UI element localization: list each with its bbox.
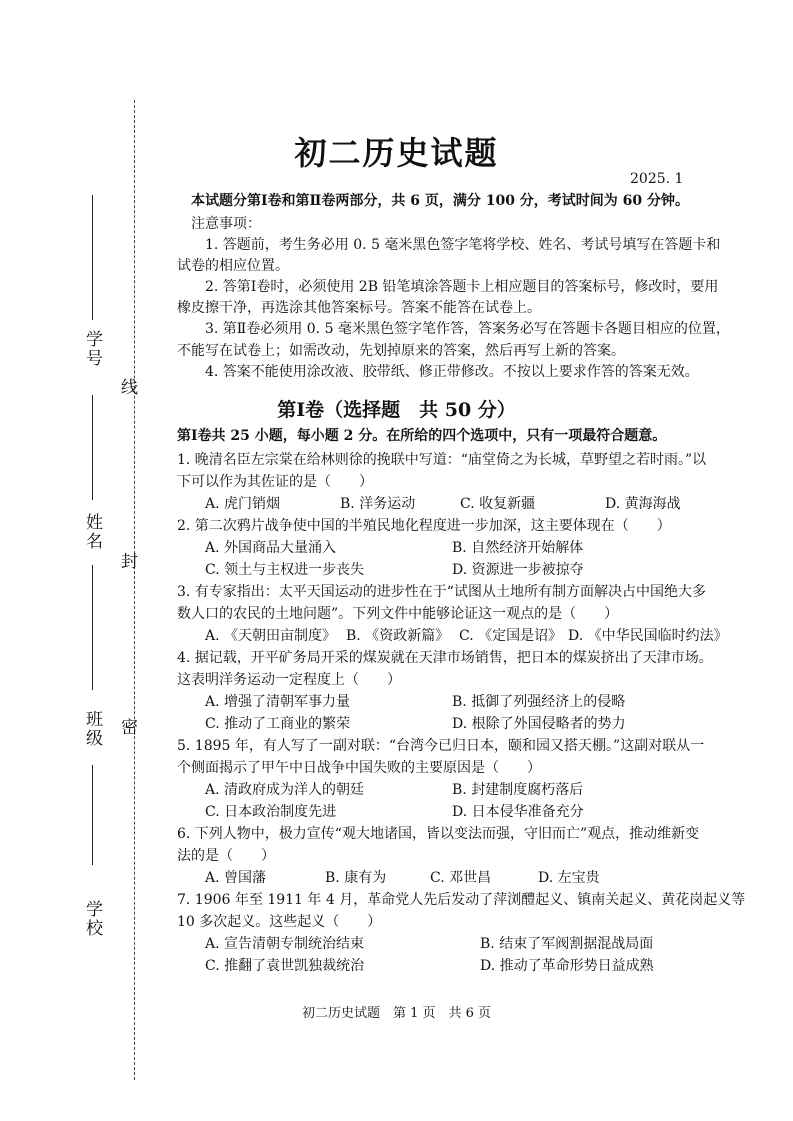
seal-word-secret: 密 bbox=[117, 718, 137, 737]
option-c: C. 收复新疆 bbox=[460, 496, 536, 512]
note-line: 试卷的相应位置。 bbox=[177, 258, 289, 274]
question-stem: 4. 据记载，开平矿务局开采的煤炭就在天津市场销售，把日本的煤炭挤出了天津市场。 bbox=[177, 650, 713, 666]
name-field[interactable] bbox=[92, 565, 93, 690]
option-a: A. 宣告清朝专制统治结束 bbox=[205, 936, 365, 952]
page-footer: 初二历史试题 第 1 页 共 6 页 bbox=[301, 1006, 492, 1021]
exam-title: 初二历史试题 bbox=[294, 134, 499, 172]
option-a: A. 增强了清朝军事力量 bbox=[205, 694, 351, 710]
option-b: B. 康有为 bbox=[325, 870, 387, 886]
school-label: 学校 bbox=[82, 900, 102, 938]
question-stem: 个侧面揭示了甲午中日战争中国失败的主要原因是（ ） bbox=[177, 760, 541, 776]
option-d: D. 根除了外国侵略者的势力 bbox=[452, 716, 626, 732]
student-number-label: 学号 bbox=[82, 330, 102, 368]
option-b: B. 自然经济开始解体 bbox=[452, 540, 584, 556]
question-stem: 5. 1895 年，有人写了一副对联：“台湾今已归日本，颐和园又搭天棚。”这副对联从一 bbox=[177, 738, 705, 754]
option-d: D. 日本侵华准备充分 bbox=[452, 804, 584, 820]
option-d: D. 推动了革命形势日益成熟 bbox=[480, 958, 654, 974]
class-field[interactable] bbox=[92, 765, 93, 865]
option-b: B. 抵御了列强经济上的侵略 bbox=[452, 694, 626, 710]
note-line: 橡皮擦干净，再选涂其他答案标号。答案不能答在试卷上。 bbox=[177, 300, 541, 316]
seal-word-line: 线 bbox=[117, 378, 137, 397]
option-b: B. 结束了军阀割据混战局面 bbox=[480, 936, 654, 952]
option-c: C. 领土与主权进一步丧失 bbox=[205, 562, 365, 578]
option-a: A. 虎门销烟 bbox=[205, 496, 281, 512]
question-stem: 数人口的农民的土地问题”。下列文件中能够论证这一观点的是（ ） bbox=[177, 606, 619, 622]
option-c: C. 《定国是诏》 bbox=[459, 628, 563, 644]
question-stem: 7. 1906 年至 1911 年 4 月，革命党人先后发动了萍浏醴起义、镇南关起义、黄花岗起义等 bbox=[177, 892, 746, 908]
option-c: C. 推动了工商业的繁荣 bbox=[205, 716, 351, 732]
seal-line bbox=[134, 100, 135, 1080]
question-stem: 1. 晚清名臣左宗棠在给林则徐的挽联中写道：“庙堂倚之为长城，草野望之若时雨。”以 bbox=[177, 452, 707, 468]
option-c: C. 推翻了袁世凯独裁统治 bbox=[205, 958, 365, 974]
option-d: D. 左宝贵 bbox=[538, 870, 600, 886]
exam-date: 2025. 1 bbox=[630, 171, 684, 187]
note-line: 不能写在试卷上；如需改动，先划掉原来的答案，然后再写上新的答案。 bbox=[177, 343, 625, 359]
section-instruction: 第Ⅰ卷共 25 小题，每小题 2 分。在所给的四个选项中，只有一项最符合题意。 bbox=[177, 428, 667, 444]
option-d: D. 《中华民国临时约法》 bbox=[568, 628, 728, 644]
note-line: 3. 第Ⅱ卷必须用 0. 5 毫米黑色签字笔作答，答案务必写在答题卡各题目相应的位置， bbox=[205, 321, 730, 337]
option-b: B. 《资政新篇》 bbox=[346, 628, 450, 644]
option-a: A. 曾国藩 bbox=[205, 870, 267, 886]
class-label: 班级 bbox=[82, 710, 102, 748]
option-b: B. 洋务运动 bbox=[340, 496, 416, 512]
note-line: 2. 答第Ⅰ卷时，必须使用 2B 铅笔填涂答题卡上相应题目的答案标号，修改时，要用 bbox=[205, 279, 719, 295]
option-d: D. 黄海海战 bbox=[605, 496, 681, 512]
option-b: B. 封建制度腐朽落后 bbox=[452, 782, 584, 798]
option-c: C. 邓世昌 bbox=[430, 870, 492, 886]
note-line: 1. 答题前，考生务必用 0. 5 毫米黑色签字笔将学校、姓名、考试号填写在答题卡和 bbox=[205, 237, 721, 253]
option-c: C. 日本政治制度先进 bbox=[205, 804, 337, 820]
option-d: D. 资源进一步被掠夺 bbox=[452, 562, 584, 578]
question-stem: 法的是（ ） bbox=[177, 848, 275, 864]
question-stem: 2. 第二次鸦片战争使中国的半殖民地化程度进一步加深，这主要体现在（ ） bbox=[177, 518, 671, 534]
exam-intro: 本试题分第Ⅰ卷和第Ⅱ卷两部分，共 6 页，满分 100 分，考试时间为 60 分钟。 bbox=[191, 193, 690, 209]
section-title: 第Ⅰ卷（选择题 共 50 分） bbox=[277, 399, 516, 421]
option-a: A. 外国商品大量涌入 bbox=[205, 540, 337, 556]
option-a: A. 清政府成为洋人的朝廷 bbox=[205, 782, 365, 798]
notes-heading: 注意事项： bbox=[191, 216, 261, 232]
option-a: A. 《天朝田亩制度》 bbox=[205, 628, 337, 644]
note-line: 4. 答案不能使用涂改液、胶带纸、修正带修改。不按以上要求作答的答案无效。 bbox=[205, 364, 699, 380]
name-label: 姓名 bbox=[82, 513, 102, 551]
question-stem: 这表明洋务运动一定程度上（ ） bbox=[177, 672, 401, 688]
question-stem: 下可以作为其佐证的是（ ） bbox=[177, 474, 373, 490]
question-stem: 6. 下列人物中，极力宣传“观大地诸国，皆以变法而强，守旧而亡”观点，推动维新变 bbox=[177, 826, 700, 842]
seal-word-seal: 封 bbox=[117, 552, 137, 571]
question-stem: 10 多次起义。这些起义（ ） bbox=[177, 914, 382, 930]
student-number-field[interactable] bbox=[92, 195, 93, 320]
question-stem: 3. 有专家指出：太平天国运动的进步性在于“试图从土地所有制方面解决占中国绝大多 bbox=[177, 584, 706, 600]
